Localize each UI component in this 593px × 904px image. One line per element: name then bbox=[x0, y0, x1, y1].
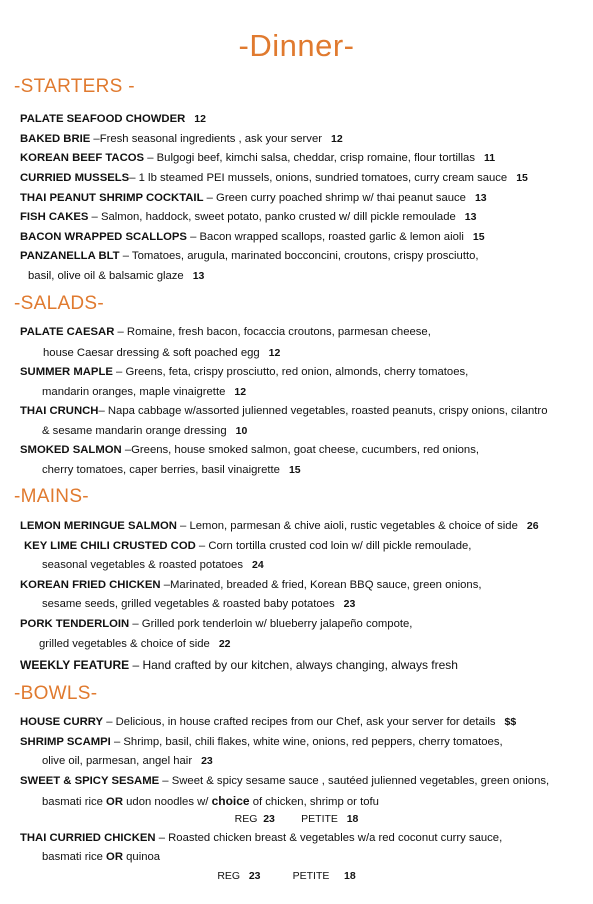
menu-item bbox=[20, 735, 503, 749]
item-price: 22 bbox=[218, 638, 231, 650]
item-price: 15 bbox=[516, 172, 528, 184]
item-name: KEY LIME CHILI CRUSTED COD bbox=[24, 540, 196, 552]
menu-title: -Dinner- bbox=[238, 28, 355, 63]
menu-item bbox=[20, 112, 206, 126]
item-name: PORK TENDERLOIN bbox=[20, 618, 130, 630]
item-name: THAI CURRIED CHICKEN bbox=[20, 832, 156, 844]
item-desc: – Bulgogi beef, kimchi salsa, cheddar, crisp romaine, flour tortillas bbox=[144, 152, 475, 164]
item-price: $$ bbox=[504, 716, 517, 728]
menu-item-continuation bbox=[42, 597, 355, 611]
menu-item bbox=[20, 191, 487, 205]
item-price: 23 bbox=[343, 598, 356, 610]
size-label: REG bbox=[234, 813, 258, 825]
item-desc: quinoa bbox=[123, 851, 161, 863]
menu-item bbox=[20, 132, 343, 146]
section-heading-mains: -MAINS- bbox=[14, 486, 89, 507]
item-desc: – Bacon wrapped scallops, roasted garlic & lemon aioli bbox=[186, 231, 464, 243]
item-desc: seasonal vegetables & roasted potatoes bbox=[42, 559, 243, 571]
item-name: BACON WRAPPED SCALLOPS bbox=[20, 231, 187, 243]
item-desc: udon noodles w/ bbox=[123, 796, 212, 808]
section-heading-salads: -SALADS- bbox=[14, 293, 105, 314]
menu-item bbox=[24, 539, 471, 553]
menu-item bbox=[20, 578, 482, 592]
item-name: PALATE CAESAR bbox=[20, 326, 115, 338]
item-desc: – Tomatoes, arugula, marinated bocconcini, croutons, crispy prosciutto, bbox=[119, 250, 479, 262]
menu-item-continuation bbox=[42, 794, 379, 809]
item-desc: basil, olive oil & balsamic glaze bbox=[28, 270, 184, 282]
section-heading-bowls: -BOWLS- bbox=[14, 683, 98, 704]
menu-item bbox=[20, 249, 479, 263]
item-price: 23 bbox=[201, 755, 213, 767]
menu-item-continuation bbox=[42, 424, 247, 438]
item-desc: – Green curry poached shrimp w/ thai peanut sauce bbox=[203, 192, 466, 204]
item-name: THAI PEANUT SHRIMP COCKTAIL bbox=[20, 192, 204, 204]
item-desc: olive oil, parmesan, angel hair bbox=[42, 755, 193, 767]
item-desc: – Grilled pork tenderloin w/ blueberry jalapeño compote, bbox=[129, 618, 413, 630]
item-desc: – Sweet & spicy sesame sauce , sautéed julienned vegetables, green onions, bbox=[159, 775, 550, 787]
menu-item bbox=[20, 171, 528, 185]
item-name: LEMON MERINGUE SALMON bbox=[20, 520, 177, 532]
menu-item bbox=[20, 151, 495, 165]
item-name: KOREAN FRIED CHICKEN bbox=[20, 579, 161, 591]
item-desc: – Napa cabbage w/assorted julienned vegetables, roasted peanuts, crispy onions, cilantro bbox=[98, 405, 548, 417]
size-price: 23 bbox=[263, 813, 275, 825]
item-name: SUMMER MAPLE bbox=[20, 366, 113, 378]
item-desc: basmati rice bbox=[42, 851, 107, 863]
menu-item bbox=[20, 404, 547, 418]
item-desc: of chicken, shrimp or tofu bbox=[249, 796, 379, 808]
size-options bbox=[0, 813, 593, 825]
item-price: 26 bbox=[526, 520, 539, 532]
item-price: 12 bbox=[194, 113, 206, 125]
size-label: PETITE bbox=[292, 870, 330, 882]
menu-item-continuation bbox=[42, 558, 264, 572]
item-desc: – Shrimp, basil, chili flakes, white wine, onions, red peppers, cherry tomatoes, bbox=[110, 736, 503, 748]
item-name: WEEKLY FEATURE bbox=[20, 658, 130, 672]
item-desc: – 1 lb steamed PEI mussels, onions, sundried tomatoes, curry cream sauce bbox=[129, 172, 508, 184]
menu-item bbox=[20, 443, 479, 457]
item-name: PANZANELLA BLT bbox=[20, 250, 120, 262]
item-price: 15 bbox=[288, 464, 301, 476]
item-name: SHRIMP SCAMPI bbox=[20, 736, 111, 748]
item-price: 13 bbox=[464, 211, 477, 223]
item-desc: grilled vegetables & choice of side bbox=[39, 638, 210, 650]
menu-item-continuation bbox=[42, 463, 301, 477]
item-desc: –Fresh seasonal ingredients , ask your server bbox=[90, 133, 322, 145]
item-name: HOUSE CURRY bbox=[20, 716, 104, 728]
item-desc-choice: choice bbox=[211, 794, 250, 808]
menu-item bbox=[20, 715, 516, 729]
item-desc: –Marinated, breaded & fried, Korean BBQ sauce, green onions, bbox=[160, 579, 482, 591]
item-desc: house Caesar dressing & soft poached egg bbox=[43, 347, 260, 359]
menu-item bbox=[20, 831, 502, 845]
item-price: 13 bbox=[474, 192, 487, 204]
menu-item bbox=[20, 617, 412, 631]
size-label: REG bbox=[217, 870, 241, 882]
item-name: SWEET & SPICY SESAME bbox=[20, 775, 160, 787]
menu-item bbox=[20, 210, 476, 224]
item-desc: – Roasted chicken breast & vegetables w/a red coconut curry sauce, bbox=[155, 832, 503, 844]
item-price: 10 bbox=[235, 425, 248, 437]
size-price: 23 bbox=[248, 870, 261, 882]
item-desc: mandarin oranges, maple vinaigrette bbox=[42, 386, 226, 398]
item-desc: – Salmon, haddock, sweet potato, panko crusted w/ dill pickle remoulade bbox=[88, 211, 456, 223]
item-desc: – Corn tortilla crusted cod loin w/ dill pickle remoulade, bbox=[195, 540, 472, 552]
item-name: CURRIED MUSSELS bbox=[20, 172, 130, 184]
item-name: SMOKED SALMON bbox=[20, 444, 122, 456]
menu-item bbox=[20, 658, 458, 672]
item-desc: – Hand crafted by our kitchen, always changing, always fresh bbox=[129, 658, 458, 672]
item-desc: & sesame mandarin orange dressing bbox=[42, 425, 227, 437]
size-options bbox=[0, 870, 583, 882]
item-desc: – Romaine, fresh bacon, focaccia croutons, parmesan cheese, bbox=[114, 326, 431, 338]
menu-item bbox=[20, 365, 468, 379]
item-desc: –Greens, house smoked salmon, goat cheese, cucumbers, red onions, bbox=[121, 444, 479, 456]
item-price: 12 bbox=[234, 386, 247, 398]
menu-item bbox=[20, 519, 539, 533]
size-price: 18 bbox=[346, 813, 359, 825]
item-price: 13 bbox=[192, 270, 205, 282]
menu-item-continuation bbox=[42, 850, 160, 864]
item-name: BAKED BRIE bbox=[20, 133, 91, 145]
item-desc: – Lemon, parmesan & chive aioli, rustic vegetables & choice of side bbox=[176, 520, 518, 532]
item-desc: – Delicious, in house crafted recipes from our Chef, ask your server for details bbox=[103, 716, 496, 728]
item-desc-or: OR bbox=[106, 851, 123, 863]
item-desc: sesame seeds, grilled vegetables & roasted baby potatoes bbox=[42, 598, 335, 610]
item-price: 12 bbox=[331, 133, 343, 145]
item-price: 24 bbox=[251, 559, 264, 571]
menu-item bbox=[20, 774, 549, 788]
menu-item-continuation bbox=[39, 637, 231, 651]
item-name: PALATE SEAFOOD CHOWDER bbox=[20, 113, 186, 125]
item-desc-or: OR bbox=[106, 796, 123, 808]
size-price: 18 bbox=[343, 870, 356, 882]
item-desc: basmati rice bbox=[42, 796, 107, 808]
section-heading-starters: -STARTERS - bbox=[14, 76, 135, 97]
menu-item-continuation bbox=[42, 754, 213, 768]
item-desc: – Greens, feta, crispy prosciutto, red onion, almonds, cherry tomatoes, bbox=[112, 366, 469, 378]
menu-item-continuation bbox=[42, 385, 246, 399]
item-name: FISH CAKES bbox=[20, 211, 89, 223]
item-desc: cherry tomatoes, caper berries, basil vinaigrette bbox=[42, 464, 280, 476]
item-name: KOREAN BEEF TACOS bbox=[20, 152, 145, 164]
item-price: 15 bbox=[472, 231, 485, 243]
menu-item-continuation bbox=[43, 346, 280, 360]
menu-item bbox=[20, 325, 431, 339]
menu-item-continuation bbox=[28, 269, 204, 283]
menu-item bbox=[20, 230, 485, 244]
item-price: 12 bbox=[268, 347, 281, 359]
size-label: PETITE bbox=[301, 813, 338, 825]
item-name: THAI CRUNCH bbox=[20, 405, 99, 417]
item-price: 11 bbox=[483, 152, 496, 164]
